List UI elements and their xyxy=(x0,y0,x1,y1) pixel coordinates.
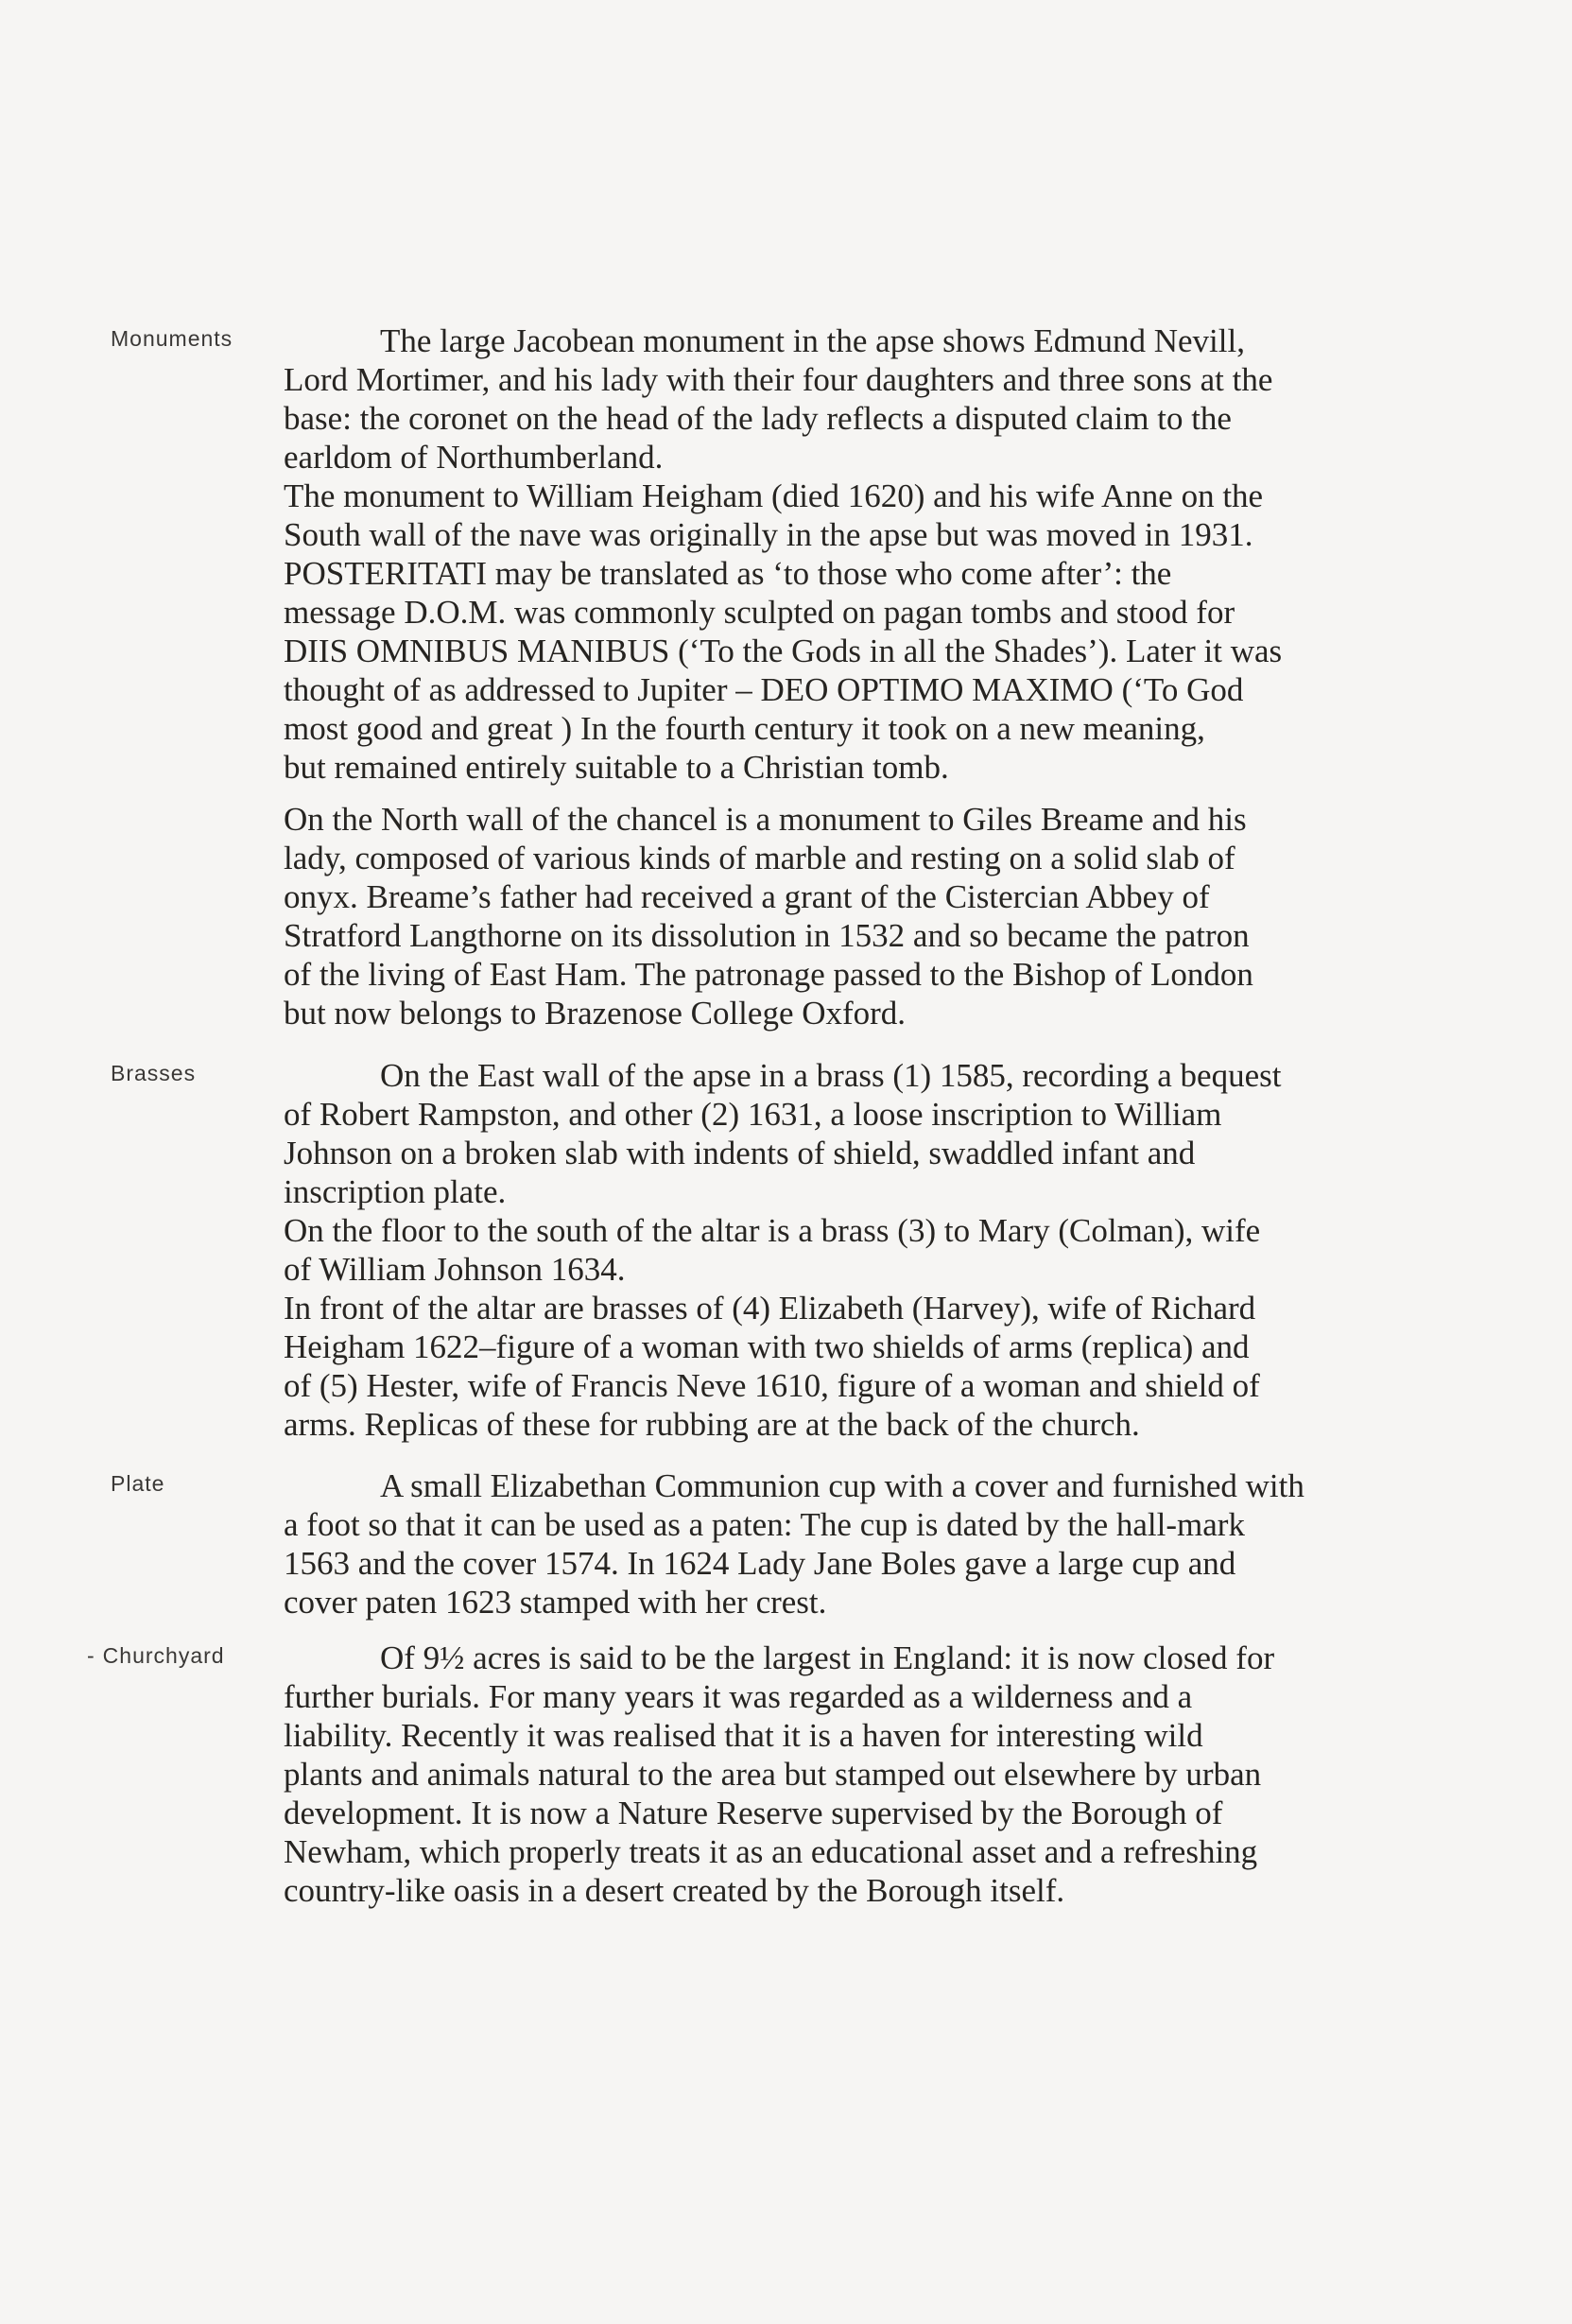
text-line: On the floor to the south of the altar is a brass (3) to Mary (Colman), wife xyxy=(284,1212,1261,1249)
text-line: earldom of Northumberland. xyxy=(284,439,664,476)
text-line: 1563 and the cover 1574. In 1624 Lady Jane Boles gave a large cup and xyxy=(284,1545,1236,1582)
text-line: Johnson on a broken slab with indents of shield, swaddled infant and xyxy=(284,1135,1196,1171)
text-line: A small Elizabethan Communion cup with a cover and furnished with xyxy=(380,1467,1304,1504)
text-line: arms. Replicas of these for rubbing are at the back of the church. xyxy=(284,1406,1140,1443)
text-line: thought of as addressed to Jupiter – DEO OPTIMO MAXIMO (‘To God xyxy=(284,671,1244,708)
text-line: POSTERITATI may be translated as ‘to those who come after’: the xyxy=(284,555,1172,592)
text-line: DIIS OMNIBUS MANIBUS (‘To the Gods in all the Shades’). Later it was xyxy=(284,633,1283,669)
text-line: Of 9½ acres is said to be the largest in England: it is now closed for xyxy=(380,1639,1275,1676)
text-line: inscription plate. xyxy=(284,1173,507,1210)
section-body-plate xyxy=(284,1466,1503,1622)
text-line: Lord Mortimer, and his lady with their four daughters and three sons at the xyxy=(284,361,1273,398)
paragraph xyxy=(284,1639,1503,1910)
text-line: On the North wall of the chancel is a monument to Giles Breame and his xyxy=(284,801,1247,838)
text-line: On the East wall of the apse in a brass (1) 1585, recording a bequest xyxy=(380,1057,1282,1094)
text-line: but now belongs to Brazenose College Oxford. xyxy=(284,995,907,1032)
text-line: of the living of East Ham. The patronage passed to the Bishop of London xyxy=(284,956,1253,993)
section-body-monuments xyxy=(284,321,1503,1032)
paragraph xyxy=(284,477,1503,787)
text-line: Stratford Langthorne on its dissolution in 1532 and so became the patron xyxy=(284,917,1250,954)
text-line: The monument to William Heigham (died 1620) and his wife Anne on the xyxy=(284,477,1264,514)
section-body-brasses xyxy=(284,1056,1503,1444)
text-line: of Robert Rampston, and other (2) 1631, a loose inscription to William xyxy=(284,1096,1222,1133)
section-body-churchyard xyxy=(284,1639,1503,1910)
text-line: country-like oasis in a desert created by the Borough itself. xyxy=(284,1872,1065,1909)
text-line: onyx. Breame’s father had received a grant of the Cistercian Abbey of xyxy=(284,878,1210,915)
paragraph xyxy=(284,321,1503,477)
text-line: Newham, which properly treats it as an educational asset and a refreshing xyxy=(284,1833,1258,1870)
margin-label-plate: Plate xyxy=(111,1471,165,1496)
text-line: cover paten 1623 stamped with her crest. xyxy=(284,1584,827,1621)
text-line: The large Jacobean monument in the apse shows Edmund Nevill, xyxy=(380,322,1245,359)
paragraph xyxy=(284,1056,1503,1211)
text-line: a foot so that it can be used as a paten: The cup is dated by the hall-mark xyxy=(284,1506,1245,1543)
text-line: plants and animals natural to the area but stamped out elsewhere by urban xyxy=(284,1756,1262,1793)
text-line: but remained entirely suitable to a Christian tomb. xyxy=(284,749,949,786)
paragraph xyxy=(284,1466,1503,1622)
text-line: of William Johnson 1634. xyxy=(284,1251,626,1288)
text-line: liability. Recently it was realised that it is a haven for interesting wild xyxy=(284,1717,1203,1754)
text-line: of (5) Hester, wife of Francis Neve 1610, figure of a woman and shield of xyxy=(284,1367,1260,1404)
text-line: South wall of the nave was originally in the apse but was moved in 1931. xyxy=(284,516,1253,553)
paragraph xyxy=(284,800,1503,1032)
label-prefix: - xyxy=(87,1643,95,1668)
paragraph xyxy=(284,1211,1503,1289)
margin-label-monuments: Monuments xyxy=(111,326,233,351)
margin-label-brasses: Brasses xyxy=(111,1061,197,1085)
text-line: In front of the altar are brasses of (4) Elizabeth (Harvey), wife of Richard xyxy=(284,1290,1256,1327)
text-line: further burials. For many years it was regarded as a wilderness and a xyxy=(284,1678,1193,1715)
text-line: base: the coronet on the head of the lady reflects a disputed claim to the xyxy=(284,400,1232,437)
margin-label-churchyard xyxy=(87,1643,225,1669)
text-line: most good and great ) In the fourth century it took on a new meaning, xyxy=(284,710,1205,747)
text-line: development. It is now a Nature Reserve supervised by the Borough of xyxy=(284,1795,1223,1831)
paragraph xyxy=(284,1289,1503,1444)
text-line: Heigham 1622–figure of a woman with two shields of arms (replica) and xyxy=(284,1328,1250,1365)
text-line: message D.O.M. was commonly sculpted on pagan tombs and stood for xyxy=(284,594,1235,631)
label-text: Churchyard xyxy=(102,1643,225,1668)
text-line: lady, composed of various kinds of marble and resting on a solid slab of xyxy=(284,840,1235,876)
